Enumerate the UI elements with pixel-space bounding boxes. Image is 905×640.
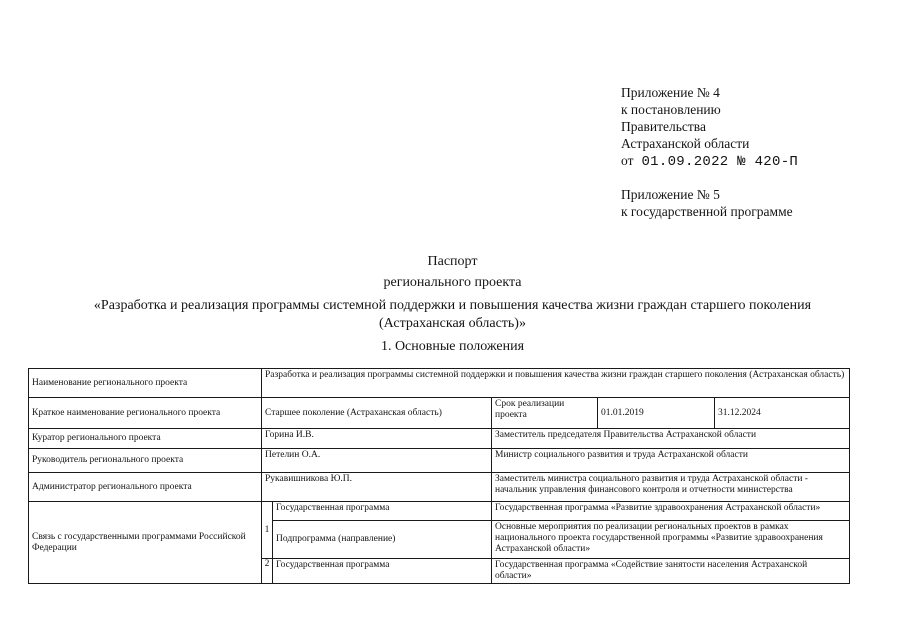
program-number: 1 <box>262 502 273 559</box>
appendix-4-date-line <box>621 152 798 171</box>
table-row <box>29 369 850 398</box>
project-title-line1: «Разработка и реализация программы системной поддержки и повышения качества жизни граждан старшего поколения <box>93 298 812 313</box>
appendix-4-line4: Астраханской области <box>621 136 750 151</box>
row-label: Руководитель регионального проекта <box>29 449 262 473</box>
appendix-4-line2: к постановлению <box>621 102 721 117</box>
project-title-line2: (Астраханская область)» <box>379 316 526 331</box>
decree-date-number: 01.09.2022 № 420-П <box>641 154 799 170</box>
appendix-5-line2: к государственной программе <box>621 204 793 219</box>
appendix-4-line3: Правительства <box>621 119 706 134</box>
table-row <box>29 429 850 449</box>
program-type-label: Государственная программа <box>273 502 492 521</box>
row-label: Краткое наименование регионального проекта <box>29 398 262 429</box>
head-name: Петелин О.А. <box>262 449 492 473</box>
basic-provisions-table <box>28 368 850 584</box>
period-label: Срок реализации проекта <box>492 398 598 429</box>
program-value: Государственная программа «Содействие занятости населения Астраханской области» <box>492 559 850 584</box>
appendix-5-title: Приложение № 5 <box>621 187 720 202</box>
date-prefix: от <box>621 153 634 168</box>
row-label: Куратор регионального проекта <box>29 429 262 449</box>
section-heading: 1. Основные положения <box>380 339 525 354</box>
table-row <box>29 398 850 429</box>
row-label: Наименование регионального проекта <box>29 369 262 398</box>
row-label: Администратор регионального проекта <box>29 473 262 502</box>
head-position: Министр социального развития и труда Астраханской области <box>492 449 850 473</box>
program-number: 2 <box>262 559 273 584</box>
project-name-value: Разработка и реализация программы системной поддержки и повышения качества жизни граждан старшего поколения (Астраханская область) <box>262 369 850 398</box>
passport-subheading: регионального проекта <box>383 275 522 290</box>
table-row <box>29 502 850 521</box>
administrator-name: Рукавишникова Ю.П. <box>262 473 492 502</box>
program-type-label: Государственная программа <box>273 559 492 584</box>
start-date: 01.01.2019 <box>598 398 715 429</box>
curator-position: Заместитель председателя Правительства Астраханской области <box>492 429 850 449</box>
administrator-position: Заместитель министра социального развития и труда Астраханской области - начальник управления финансового контроля и отчетности министерства <box>492 473 850 502</box>
program-value: Государственная программа «Развитие здравоохранения Астраханской области» <box>492 502 850 521</box>
subprogram-label: Подпрограмма (направление) <box>273 521 492 559</box>
appendix-5-block <box>621 186 793 220</box>
table-row <box>29 473 850 502</box>
curator-name: Горина И.В. <box>262 429 492 449</box>
row-label: Связь с государственными программами Российской Федерации <box>29 502 262 584</box>
short-name-value: Старшее поколение (Астраханская область) <box>262 398 492 429</box>
table-row <box>29 449 850 473</box>
subprogram-value: Основные мероприятия по реализации региональных проектов в рамках национального проекта государственной программы «Развитие здравоохранения Астраханской области» <box>492 521 850 559</box>
end-date: 31.12.2024 <box>715 398 850 429</box>
appendix-4-block <box>621 84 798 171</box>
appendix-4-title: Приложение № 4 <box>621 85 720 100</box>
passport-heading: Паспорт <box>427 254 478 269</box>
